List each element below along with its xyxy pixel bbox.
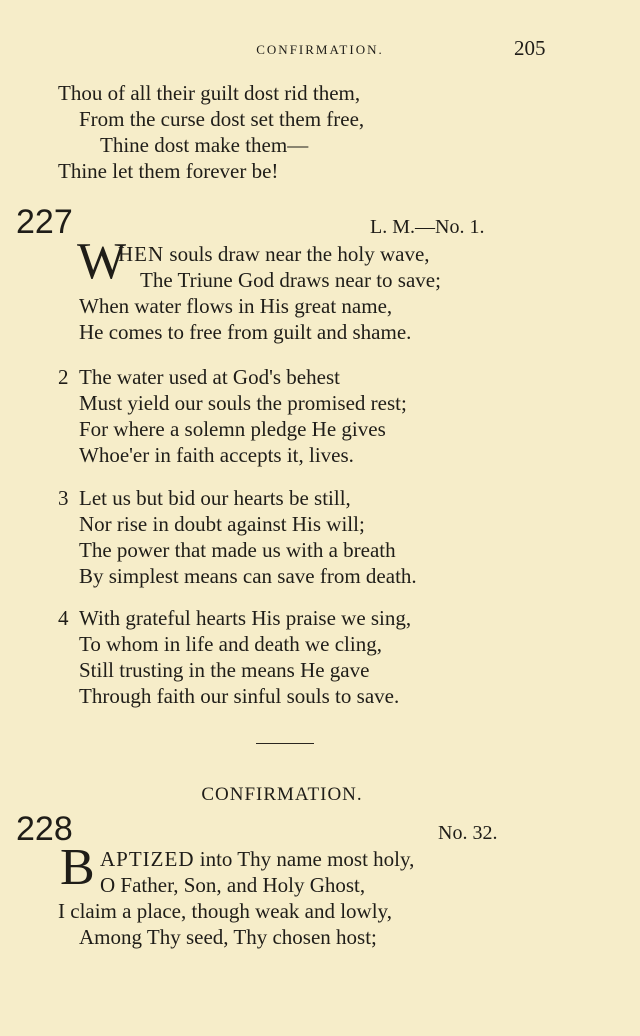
carryover-line-3: Thine dost make them— bbox=[100, 133, 309, 157]
line-1-text: into Thy name most holy, bbox=[199, 847, 415, 871]
stanza-4-line-4: Through faith our sinful souls to save. bbox=[79, 684, 400, 708]
stanza-number-3: 3 bbox=[58, 486, 69, 510]
hymn-228-line-1 bbox=[100, 846, 414, 872]
carryover-line-1: Thou of all their guilt dost rid them, bbox=[58, 81, 361, 105]
hymn-number-227: 227 bbox=[16, 203, 73, 241]
first-word-rest: HEN bbox=[118, 242, 165, 266]
stanza-3-line-2: Nor rise in doubt against His will; bbox=[79, 512, 365, 536]
stanza-2-line-2: Must yield our souls the promised rest; bbox=[79, 391, 407, 415]
hymn-number-228: 228 bbox=[16, 810, 73, 848]
stanza-4-line-1: With grateful hearts His praise we sing, bbox=[79, 606, 412, 630]
hymn-227-line-4: He comes to free from guilt and shame. bbox=[79, 320, 412, 344]
stanza-2-line-4: Whoe'er in faith accepts it, lives. bbox=[79, 443, 354, 467]
hymn-227-meter: L. M.—No. 1. bbox=[370, 216, 485, 238]
carryover-line-4: Thine let them forever be! bbox=[58, 159, 279, 183]
section-title: CONFIRMATION. bbox=[201, 784, 363, 805]
carryover-line-2: From the curse dost set them free, bbox=[79, 107, 365, 131]
running-head: CONFIRMATION. bbox=[256, 42, 384, 57]
page-number: 205 bbox=[514, 36, 546, 60]
stanza-3-line-3: The power that made us with a breath bbox=[79, 538, 396, 562]
stanza-4-line-3: Still trusting in the means He gave bbox=[79, 658, 370, 682]
stanza-2-line-3: For where a solemn pledge He gives bbox=[79, 417, 386, 441]
first-word-rest: APTIZED bbox=[100, 847, 195, 871]
hymn-227-line-2: The Triune God draws near to save; bbox=[140, 268, 441, 292]
hymn-227-line-1 bbox=[118, 241, 430, 267]
drop-cap-b: B bbox=[60, 839, 95, 896]
hymn-228-meter: No. 32. bbox=[438, 822, 498, 844]
line-1-text: souls draw near the holy wave, bbox=[169, 242, 430, 266]
stanza-4-line-2: To whom in life and death we cling, bbox=[79, 632, 382, 656]
hymn-228-line-2: O Father, Son, and Holy Ghost, bbox=[100, 873, 366, 897]
hymn-227-line-3: When water flows in His great name, bbox=[79, 294, 393, 318]
stanza-3-line-4: By simplest means can save from death. bbox=[79, 564, 417, 588]
hymn-228-line-3: I claim a place, though weak and lowly, bbox=[58, 899, 392, 923]
stanza-number-2: 2 bbox=[58, 365, 69, 389]
stanza-number-4: 4 bbox=[58, 606, 69, 630]
hymn-228-line-4: Among Thy seed, Thy chosen host; bbox=[79, 925, 377, 949]
section-divider bbox=[256, 743, 314, 744]
stanza-3-line-1: Let us but bid our hearts be still, bbox=[79, 486, 351, 510]
drop-cap-w: W bbox=[77, 233, 127, 290]
stanza-2-line-1: The water used at God's behest bbox=[79, 365, 340, 389]
